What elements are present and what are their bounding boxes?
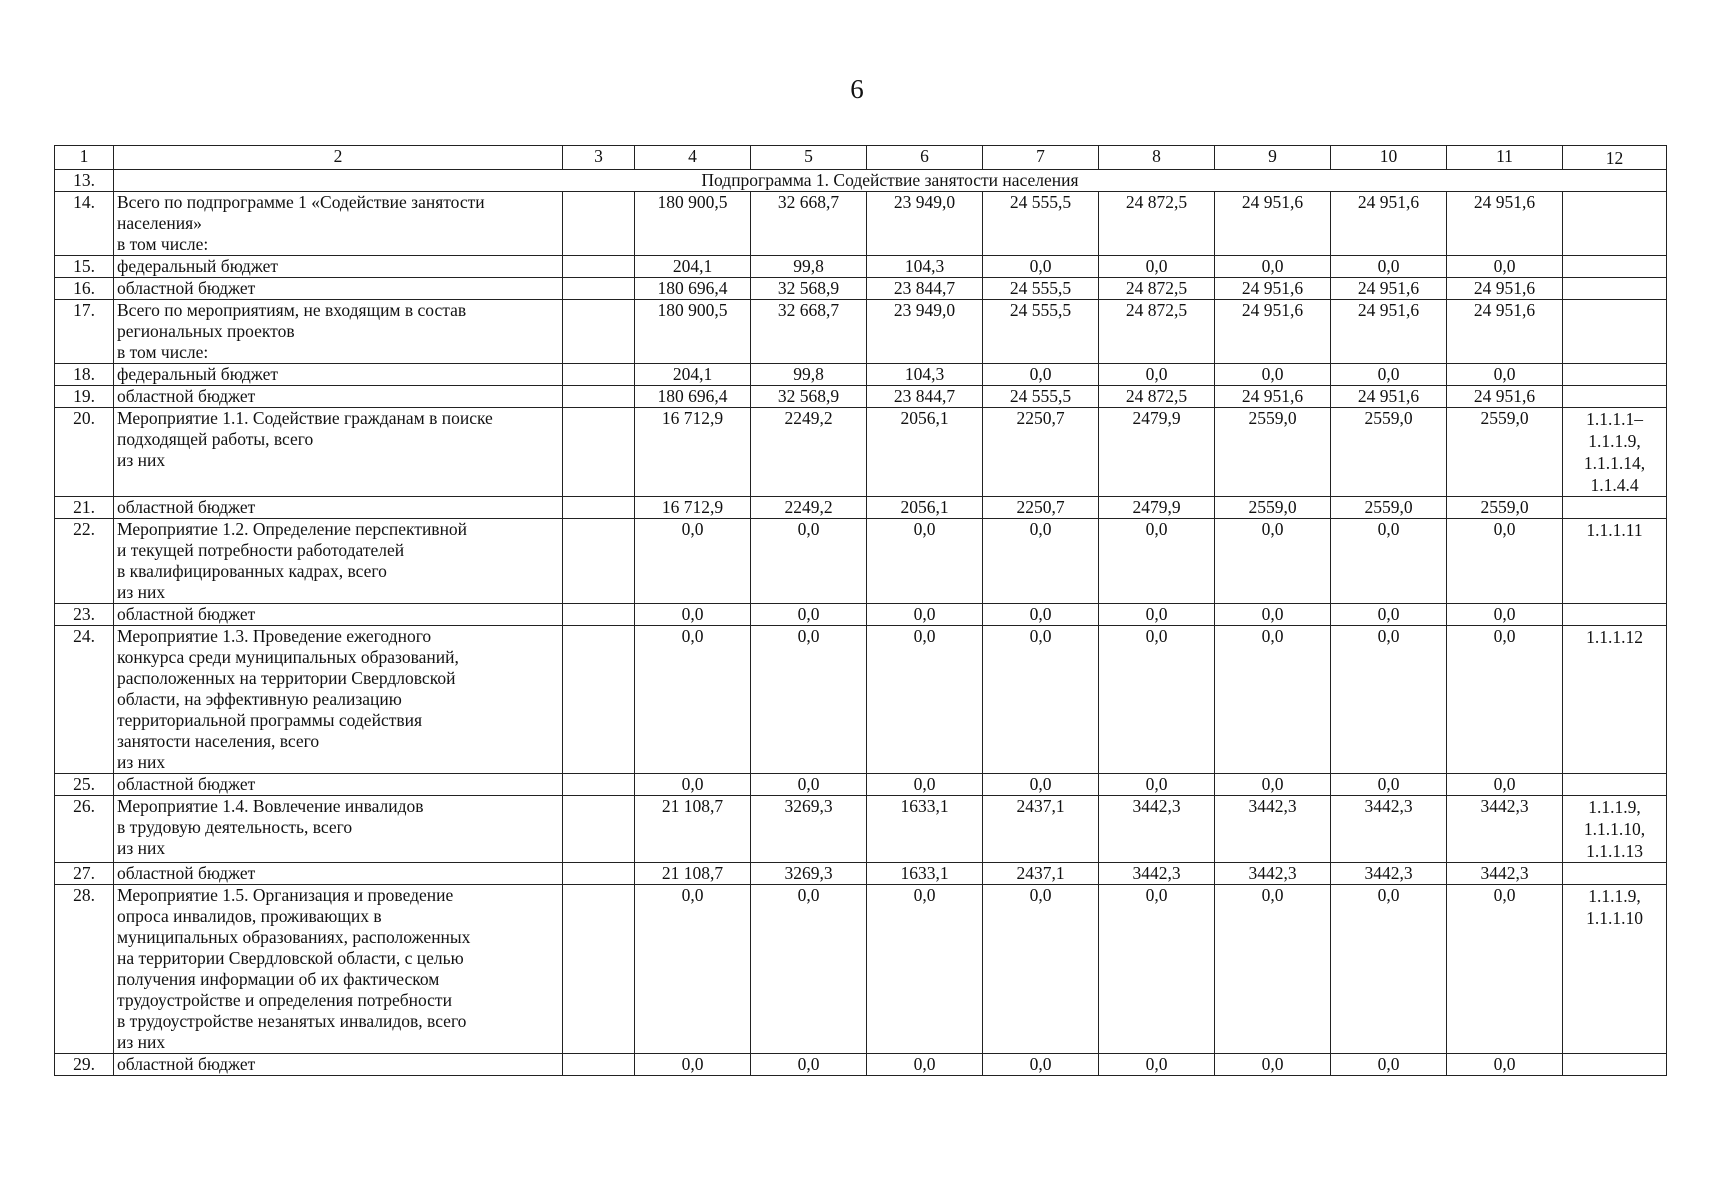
cell-col-3 bbox=[563, 863, 635, 885]
row-description bbox=[114, 278, 563, 300]
value-cell: 0,0 bbox=[983, 626, 1099, 774]
cell-col-3 bbox=[563, 278, 635, 300]
row-number: 21. bbox=[55, 497, 114, 519]
description-line: областной бюджет bbox=[117, 278, 256, 298]
page-number: 6 bbox=[850, 74, 864, 104]
value-cell: 2249,2 bbox=[751, 497, 867, 519]
table-row bbox=[55, 300, 1667, 364]
value-cell: 24 872,5 bbox=[1099, 278, 1215, 300]
row-description bbox=[114, 1054, 563, 1076]
value-cell: 0,0 bbox=[1331, 1054, 1447, 1076]
description-line: и текущей потребности работодателей bbox=[117, 540, 405, 560]
description-line: территориальной программы содействия bbox=[117, 710, 423, 730]
cell-col-3 bbox=[563, 364, 635, 386]
value-cell: 3442,3 bbox=[1331, 863, 1447, 885]
cell-col-3 bbox=[563, 1054, 635, 1076]
value-cell: 3269,3 bbox=[751, 796, 867, 863]
description-line: областной бюджет bbox=[117, 386, 256, 406]
value-cell: 0,0 bbox=[1331, 256, 1447, 278]
description-line: Мероприятие 1.3. Проведение ежегодного bbox=[117, 626, 432, 646]
value-cell: 0,0 bbox=[983, 604, 1099, 626]
value-cell: 0,0 bbox=[1099, 885, 1215, 1054]
value-cell: 0,0 bbox=[635, 774, 751, 796]
row-number: 19. bbox=[55, 386, 114, 408]
table-row bbox=[55, 519, 1667, 604]
column-header: 1 bbox=[55, 146, 114, 170]
reference-cell bbox=[1563, 192, 1667, 256]
description-line: Мероприятие 1.2. Определение перспективной bbox=[117, 519, 468, 539]
row-number: 27. bbox=[55, 863, 114, 885]
value-cell: 0,0 bbox=[1099, 774, 1215, 796]
description-line: из них bbox=[117, 838, 166, 858]
value-cell: 3269,3 bbox=[751, 863, 867, 885]
value-cell: 0,0 bbox=[1447, 774, 1563, 796]
value-cell: 0,0 bbox=[751, 626, 867, 774]
table-row bbox=[55, 497, 1667, 519]
description-line: Мероприятие 1.4. Вовлечение инвалидов bbox=[117, 796, 424, 816]
value-cell: 0,0 bbox=[1215, 626, 1331, 774]
value-cell: 3442,3 bbox=[1099, 796, 1215, 863]
column-header: 8 bbox=[1099, 146, 1215, 170]
table-row bbox=[55, 863, 1667, 885]
value-cell: 2437,1 bbox=[983, 796, 1099, 863]
value-cell: 24 872,5 bbox=[1099, 192, 1215, 256]
cell-col-3 bbox=[563, 192, 635, 256]
value-cell: 0,0 bbox=[1215, 604, 1331, 626]
reference-line: 1.1.1.14, bbox=[1583, 453, 1646, 473]
table-row bbox=[55, 1054, 1667, 1076]
column-header: 10 bbox=[1331, 146, 1447, 170]
reference-cell bbox=[1563, 626, 1667, 774]
value-cell: 0,0 bbox=[983, 364, 1099, 386]
value-cell: 0,0 bbox=[1331, 885, 1447, 1054]
value-cell: 24 951,6 bbox=[1215, 386, 1331, 408]
description-line: в трудовую деятельность, всего bbox=[117, 817, 353, 837]
value-cell: 24 951,6 bbox=[1331, 300, 1447, 364]
reference-line: 1.1.1.12 bbox=[1586, 627, 1643, 647]
reference-cell bbox=[1563, 519, 1667, 604]
description-line: Мероприятие 1.1. Содействие гражданам в поиске bbox=[117, 408, 493, 428]
value-cell: 3442,3 bbox=[1099, 863, 1215, 885]
description-line: в том числе: bbox=[117, 234, 209, 254]
column-number-row bbox=[55, 146, 1667, 170]
value-cell: 24 872,5 bbox=[1099, 300, 1215, 364]
reference-cell bbox=[1563, 885, 1667, 1054]
value-cell: 0,0 bbox=[867, 626, 983, 774]
value-cell: 24 951,6 bbox=[1447, 300, 1563, 364]
table-row bbox=[55, 626, 1667, 774]
value-cell: 2559,0 bbox=[1331, 408, 1447, 497]
value-cell: 0,0 bbox=[867, 885, 983, 1054]
value-cell: 0,0 bbox=[1331, 626, 1447, 774]
value-cell: 180 900,5 bbox=[635, 192, 751, 256]
row-number: 15. bbox=[55, 256, 114, 278]
description-line: Мероприятие 1.5. Организация и проведение bbox=[117, 885, 454, 905]
value-cell: 32 568,9 bbox=[751, 278, 867, 300]
column-header: 3 bbox=[563, 146, 635, 170]
value-cell: 0,0 bbox=[1215, 885, 1331, 1054]
value-cell: 0,0 bbox=[1447, 626, 1563, 774]
value-cell: 32 668,7 bbox=[751, 192, 867, 256]
value-cell: 2250,7 bbox=[983, 497, 1099, 519]
value-cell: 32 668,7 bbox=[751, 300, 867, 364]
value-cell: 3442,3 bbox=[1331, 796, 1447, 863]
value-cell: 23 844,7 bbox=[867, 278, 983, 300]
value-cell: 21 108,7 bbox=[635, 863, 751, 885]
value-cell: 3442,3 bbox=[1215, 796, 1331, 863]
value-cell: 0,0 bbox=[751, 1054, 867, 1076]
description-line: в том числе: bbox=[117, 342, 209, 362]
reference-cell bbox=[1563, 774, 1667, 796]
cell-col-3 bbox=[563, 497, 635, 519]
reference-cell bbox=[1563, 364, 1667, 386]
value-cell: 0,0 bbox=[751, 885, 867, 1054]
description-line: областной бюджет bbox=[117, 497, 256, 517]
value-cell: 24 951,6 bbox=[1447, 386, 1563, 408]
value-cell: 2437,1 bbox=[983, 863, 1099, 885]
row-description bbox=[114, 626, 563, 774]
description-line: из них bbox=[117, 1032, 166, 1052]
value-cell: 204,1 bbox=[635, 364, 751, 386]
cell-col-3 bbox=[563, 774, 635, 796]
value-cell: 0,0 bbox=[1331, 604, 1447, 626]
row-number: 23. bbox=[55, 604, 114, 626]
row-description bbox=[114, 796, 563, 863]
value-cell: 99,8 bbox=[751, 256, 867, 278]
reference-cell bbox=[1563, 604, 1667, 626]
column-header: 7 bbox=[983, 146, 1099, 170]
column-header: 5 bbox=[751, 146, 867, 170]
description-line: из них bbox=[117, 752, 166, 772]
reference-cell bbox=[1563, 300, 1667, 364]
reference-line: 1.1.1.11 bbox=[1586, 520, 1643, 540]
value-cell: 1633,1 bbox=[867, 863, 983, 885]
value-cell: 2559,0 bbox=[1447, 497, 1563, 519]
cell-col-3 bbox=[563, 604, 635, 626]
reference-cell bbox=[1563, 278, 1667, 300]
description-line: региональных проектов bbox=[117, 321, 295, 341]
reference-cell bbox=[1563, 256, 1667, 278]
description-line: в трудоустройстве незанятых инвалидов, всего bbox=[117, 1011, 467, 1031]
reference-line: 1.1.1.10 bbox=[1586, 908, 1643, 928]
description-line: конкурса среди муниципальных образований, bbox=[117, 647, 459, 667]
reference-cell bbox=[1563, 408, 1667, 497]
row-description bbox=[114, 519, 563, 604]
reference-line: 1.1.1.13 bbox=[1586, 841, 1643, 861]
value-cell: 0,0 bbox=[1331, 364, 1447, 386]
table-row bbox=[55, 885, 1667, 1054]
row-description bbox=[114, 192, 563, 256]
value-cell: 24 555,5 bbox=[983, 192, 1099, 256]
value-cell: 0,0 bbox=[1447, 256, 1563, 278]
cell-col-3 bbox=[563, 300, 635, 364]
column-header: 9 bbox=[1215, 146, 1331, 170]
value-cell: 2056,1 bbox=[867, 408, 983, 497]
value-cell: 0,0 bbox=[1099, 256, 1215, 278]
value-cell: 0,0 bbox=[1215, 519, 1331, 604]
row-number: 28. bbox=[55, 885, 114, 1054]
reference-cell bbox=[1563, 497, 1667, 519]
description-line: федеральный бюджет bbox=[117, 364, 279, 384]
cell-col-3 bbox=[563, 796, 635, 863]
value-cell: 1633,1 bbox=[867, 796, 983, 863]
value-cell: 0,0 bbox=[635, 519, 751, 604]
value-cell: 0,0 bbox=[1331, 519, 1447, 604]
value-cell: 0,0 bbox=[1215, 1054, 1331, 1076]
description-line: муниципальных образованиях, расположенных bbox=[117, 927, 471, 947]
value-cell: 0,0 bbox=[1331, 774, 1447, 796]
value-cell: 0,0 bbox=[983, 256, 1099, 278]
row-number: 18. bbox=[55, 364, 114, 386]
value-cell: 24 951,6 bbox=[1331, 278, 1447, 300]
description-line: населения» bbox=[117, 213, 202, 233]
value-cell: 2479,9 bbox=[1099, 497, 1215, 519]
row-number: 25. bbox=[55, 774, 114, 796]
row-description bbox=[114, 604, 563, 626]
description-line: расположенных на территории Свердловской bbox=[117, 668, 456, 688]
cell-col-3 bbox=[563, 256, 635, 278]
value-cell: 23 949,0 bbox=[867, 192, 983, 256]
subprogram-heading: Подпрограмма 1. Содействие занятости населения bbox=[114, 170, 1667, 192]
value-cell: 32 568,9 bbox=[751, 386, 867, 408]
cell-col-3 bbox=[563, 626, 635, 774]
value-cell: 0,0 bbox=[1447, 1054, 1563, 1076]
table-row bbox=[55, 256, 1667, 278]
row-number: 24. bbox=[55, 626, 114, 774]
value-cell: 0,0 bbox=[1447, 364, 1563, 386]
value-cell: 204,1 bbox=[635, 256, 751, 278]
value-cell: 0,0 bbox=[867, 774, 983, 796]
table-row bbox=[55, 796, 1667, 863]
description-line: из них bbox=[117, 582, 166, 602]
row-description bbox=[114, 364, 563, 386]
value-cell: 24 555,5 bbox=[983, 386, 1099, 408]
row-description bbox=[114, 408, 563, 497]
description-line: областной бюджет bbox=[117, 863, 256, 883]
row-number: 22. bbox=[55, 519, 114, 604]
value-cell: 24 951,6 bbox=[1447, 278, 1563, 300]
value-cell: 0,0 bbox=[751, 519, 867, 604]
description-line: области, на эффективную реализацию bbox=[117, 689, 402, 709]
reference-line: 1.1.1.1– bbox=[1586, 409, 1643, 429]
value-cell: 0,0 bbox=[1215, 364, 1331, 386]
value-cell: 0,0 bbox=[983, 885, 1099, 1054]
row-number: 17. bbox=[55, 300, 114, 364]
reference-cell bbox=[1563, 863, 1667, 885]
description-line: трудоустройстве и определения потребности bbox=[117, 990, 452, 1010]
reference-line: 1.1.1.9, bbox=[1588, 797, 1641, 817]
value-cell: 23 844,7 bbox=[867, 386, 983, 408]
row-number: 29. bbox=[55, 1054, 114, 1076]
description-line: областной бюджет bbox=[117, 774, 256, 794]
value-cell: 0,0 bbox=[635, 604, 751, 626]
value-cell: 0,0 bbox=[1447, 519, 1563, 604]
value-cell: 0,0 bbox=[1099, 364, 1215, 386]
value-cell: 3442,3 bbox=[1447, 796, 1563, 863]
value-cell: 0,0 bbox=[751, 774, 867, 796]
value-cell: 99,8 bbox=[751, 364, 867, 386]
value-cell: 3442,3 bbox=[1447, 863, 1563, 885]
row-number: 16. bbox=[55, 278, 114, 300]
value-cell: 104,3 bbox=[867, 364, 983, 386]
table-row bbox=[55, 278, 1667, 300]
value-cell: 0,0 bbox=[1099, 604, 1215, 626]
description-line: подходящей работы, всего bbox=[117, 429, 314, 449]
row-description bbox=[114, 863, 563, 885]
value-cell: 16 712,9 bbox=[635, 408, 751, 497]
table-row bbox=[55, 408, 1667, 497]
value-cell: 21 108,7 bbox=[635, 796, 751, 863]
value-cell: 180 696,4 bbox=[635, 386, 751, 408]
value-cell: 24 951,6 bbox=[1215, 192, 1331, 256]
value-cell: 0,0 bbox=[751, 604, 867, 626]
value-cell: 0,0 bbox=[867, 1054, 983, 1076]
value-cell: 2559,0 bbox=[1331, 497, 1447, 519]
value-cell: 0,0 bbox=[983, 1054, 1099, 1076]
reference-cell bbox=[1563, 1054, 1667, 1076]
reference-line: 1.1.4.4 bbox=[1590, 475, 1639, 495]
value-cell: 0,0 bbox=[983, 519, 1099, 604]
value-cell: 0,0 bbox=[867, 519, 983, 604]
value-cell: 24 951,6 bbox=[1447, 192, 1563, 256]
value-cell: 24 872,5 bbox=[1099, 386, 1215, 408]
reference-cell bbox=[1563, 796, 1667, 863]
table-row bbox=[55, 192, 1667, 256]
value-cell: 2056,1 bbox=[867, 497, 983, 519]
row-description bbox=[114, 774, 563, 796]
description-line: Всего по мероприятиям, не входящим в состав bbox=[117, 300, 467, 320]
value-cell: 2249,2 bbox=[751, 408, 867, 497]
row-description bbox=[114, 885, 563, 1054]
value-cell: 0,0 bbox=[1447, 604, 1563, 626]
column-header: 2 bbox=[114, 146, 563, 170]
table-row bbox=[55, 604, 1667, 626]
value-cell: 24 951,6 bbox=[1331, 386, 1447, 408]
value-cell: 24 951,6 bbox=[1215, 278, 1331, 300]
value-cell: 0,0 bbox=[1099, 1054, 1215, 1076]
value-cell: 0,0 bbox=[1099, 626, 1215, 774]
value-cell: 0,0 bbox=[1215, 256, 1331, 278]
value-cell: 3442,3 bbox=[1215, 863, 1331, 885]
row-number: 20. bbox=[55, 408, 114, 497]
reference-line: 1.1.1.9, bbox=[1588, 431, 1641, 451]
value-cell: 2559,0 bbox=[1215, 408, 1331, 497]
value-cell: 0,0 bbox=[635, 1054, 751, 1076]
value-cell: 24 951,6 bbox=[1215, 300, 1331, 364]
table-row bbox=[55, 364, 1667, 386]
row-description bbox=[114, 256, 563, 278]
row-number: 14. bbox=[55, 192, 114, 256]
cell-col-3 bbox=[563, 386, 635, 408]
value-cell: 2559,0 bbox=[1447, 408, 1563, 497]
value-cell: 2479,9 bbox=[1099, 408, 1215, 497]
column-header: 12 bbox=[1563, 146, 1667, 170]
description-line: на территории Свердловской области, с целью bbox=[117, 948, 464, 968]
budget-table bbox=[54, 145, 1667, 1076]
table-row bbox=[55, 386, 1667, 408]
value-cell: 24 555,5 bbox=[983, 300, 1099, 364]
table-row bbox=[55, 170, 1667, 192]
reference-cell bbox=[1563, 386, 1667, 408]
value-cell: 0,0 bbox=[867, 604, 983, 626]
row-description bbox=[114, 386, 563, 408]
column-header: 6 bbox=[867, 146, 983, 170]
value-cell: 0,0 bbox=[983, 774, 1099, 796]
row-description bbox=[114, 497, 563, 519]
value-cell: 24 951,6 bbox=[1331, 192, 1447, 256]
description-line: занятости населения, всего bbox=[117, 731, 320, 751]
value-cell: 180 900,5 bbox=[635, 300, 751, 364]
value-cell: 104,3 bbox=[867, 256, 983, 278]
row-description bbox=[114, 300, 563, 364]
value-cell: 0,0 bbox=[1447, 885, 1563, 1054]
cell-col-3 bbox=[563, 885, 635, 1054]
reference-line: 1.1.1.10, bbox=[1583, 819, 1646, 839]
column-header: 11 bbox=[1447, 146, 1563, 170]
description-line: получения информации об их фактическом bbox=[117, 969, 440, 989]
cell-col-3 bbox=[563, 408, 635, 497]
table-row bbox=[55, 774, 1667, 796]
description-line: федеральный бюджет bbox=[117, 256, 279, 276]
description-line: областной бюджет bbox=[117, 604, 256, 624]
value-cell: 2250,7 bbox=[983, 408, 1099, 497]
column-header: 4 bbox=[635, 146, 751, 170]
reference-line: 1.1.1.9, bbox=[1588, 886, 1641, 906]
value-cell: 24 555,5 bbox=[983, 278, 1099, 300]
description-line: в квалифицированных кадрах, всего bbox=[117, 561, 387, 581]
value-cell: 0,0 bbox=[635, 626, 751, 774]
description-line: областной бюджет bbox=[117, 1054, 256, 1074]
row-number: 26. bbox=[55, 796, 114, 863]
description-line: опроса инвалидов, проживающих в bbox=[117, 906, 382, 926]
value-cell: 0,0 bbox=[1099, 519, 1215, 604]
cell-col-3 bbox=[563, 519, 635, 604]
description-line: Всего по подпрограмме 1 «Содействие занятости bbox=[117, 192, 485, 212]
value-cell: 0,0 bbox=[1215, 774, 1331, 796]
row-number: 13. bbox=[55, 170, 114, 192]
description-line: из них bbox=[117, 450, 166, 470]
value-cell: 180 696,4 bbox=[635, 278, 751, 300]
value-cell: 0,0 bbox=[635, 885, 751, 1054]
value-cell: 23 949,0 bbox=[867, 300, 983, 364]
value-cell: 2559,0 bbox=[1215, 497, 1331, 519]
value-cell: 16 712,9 bbox=[635, 497, 751, 519]
